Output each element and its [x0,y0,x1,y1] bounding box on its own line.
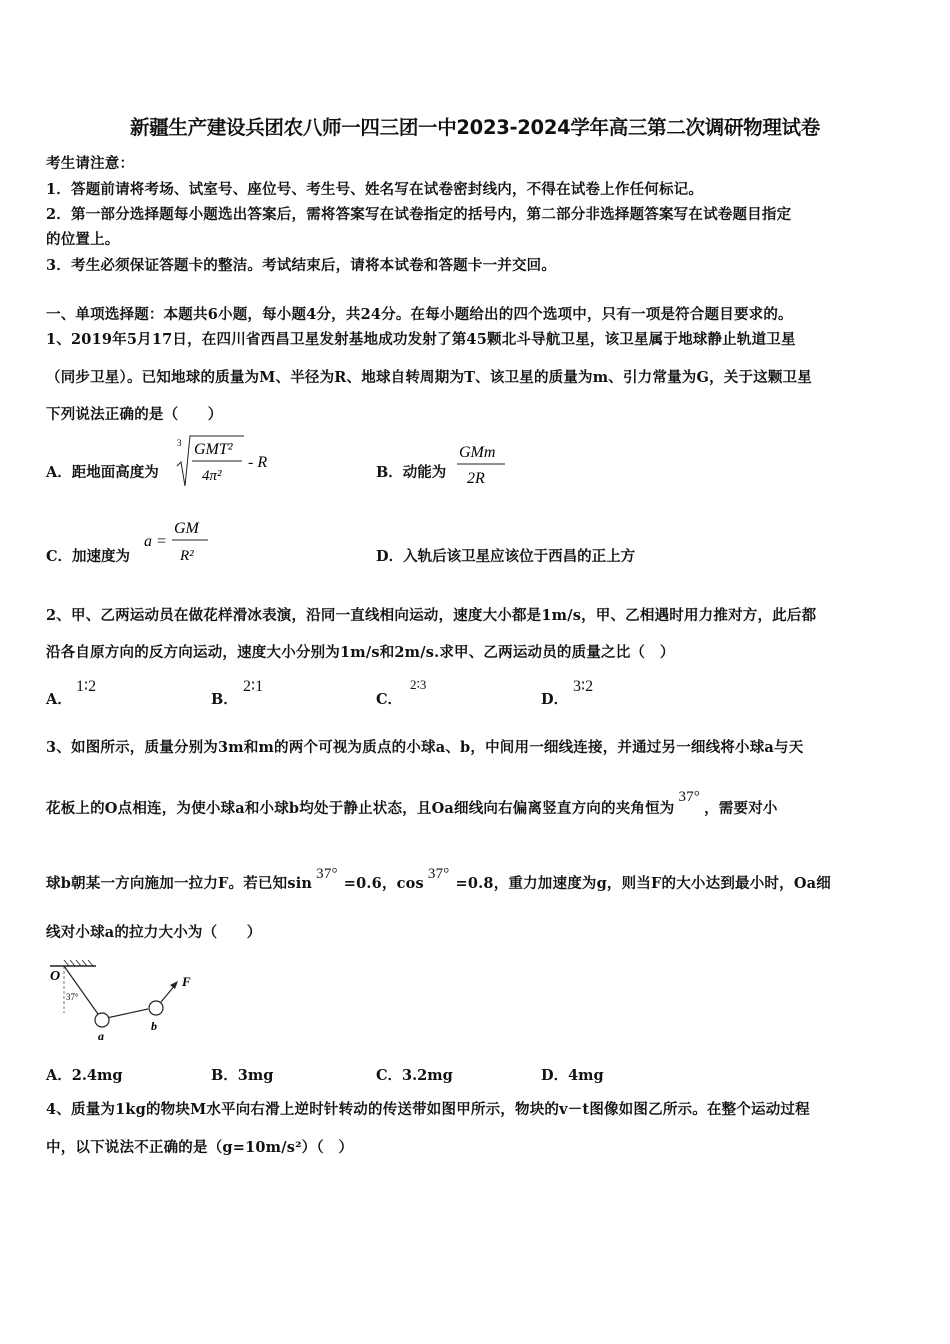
q2-option-a[interactable] [46,688,72,709]
q3-stem-line: 3、如图所示，质量分别为3m和m的两个可视为质点的小球a、b，中间用一细线连接，并通过另一细线将小球a与天 [46,739,804,756]
q1-option-a[interactable] [46,461,159,482]
q1-option-c-formula [142,516,222,568]
option-label: C． [376,1067,403,1084]
point-o-label: O [50,969,61,984]
q2-option-a-value: 1∶2 [76,678,97,695]
section-heading: 一、单项选择题：本题共6小题，每小题4分，共24分。在每小题给出的四个选项中，只有一项是符合题目要求的。 [46,306,793,323]
q1-stem-line: 下列说法正确的是（ ） [46,406,223,423]
formula-tail: - R [248,454,268,471]
ball-b-label: b [151,1019,157,1033]
q2-option-c-value: 2∶3 [410,677,427,692]
option-label: D． [541,691,569,708]
notice-item: 3．考生必须保证答题卡的整洁。考试结束后，请将本试卷和答题卡一并交回。 [46,257,557,274]
q1-stem-line: （同步卫星）。已知地球的质量为M、半径为R、地球自转周期为T、该卫星的质量为m、引力常量为G，关于这颗卫星 [46,369,812,386]
angle-label: 37° [66,992,79,1002]
q4-stem-line: 4、质量为1kg的物块M水平向右滑上逆时针转动的传送带如图甲所示，物块的v－t图像如图乙所示。在整个运动过程 [46,1101,810,1118]
angle-value: 37° [427,866,450,882]
fraction-numerator: GM [174,520,199,537]
notice-item: 的位置上。 [46,231,120,248]
ball-b [149,1001,163,1015]
root-index: 3 [177,438,182,448]
q3-option-d[interactable] [541,1064,604,1085]
page-title: 新疆生产建设兵团农八师一四三团一中2023-2024学年高三第二次调研物理试卷 [130,116,820,139]
q2-option-c[interactable] [376,688,402,709]
option-label: C． [376,691,403,708]
q3-option-b[interactable] [211,1064,273,1085]
q1-stem-line: 1、2019年5月17日，在四川省西昌卫星发射基地成功发射了第45颗北斗导航卫星，该卫星属于地球静止轨道卫星 [46,331,796,348]
option-value: 2.4mg [71,1067,123,1084]
q1-option-b[interactable] [376,461,446,482]
option-label: B． [211,1067,238,1084]
q1-option-d[interactable] [376,545,635,566]
option-label: D．入轨后该卫星应该位于西昌的正上方 [376,548,636,565]
q2-option-b[interactable] [211,688,238,709]
notice-heading: 考生请注意： [46,155,135,172]
q2-option-d[interactable] [541,688,568,709]
option-label: A． [46,1067,72,1084]
option-label: C．加速度为 [46,548,131,565]
force-arrow-head [170,981,178,989]
ball-a [95,1013,109,1027]
q1-option-b-formula [455,440,511,490]
fraction-numerator: GMT² [194,441,233,458]
notice-item: 1．答题前请将考场、试室号、座位号、考生号、姓名写在试卷密封线内，不得在试卷上作任何标记。 [46,181,704,198]
q2-option-d-value: 3∶2 [573,678,594,695]
option-value: 3mg [237,1067,274,1084]
notice-item: 2．第一部分选择题每小题选出答案后，需将答案写在试卷指定的括号内，第二部分非选择题答案写在试卷题目指定 [46,206,792,223]
q2-option-b-value: 2∶1 [243,678,264,695]
option-value: 4mg [568,1067,604,1084]
formula-lhs: a = [144,533,167,550]
option-label: D． [541,1067,569,1084]
q3-text: =0.8，重力加速度为g，则当F的大小达到最小时，Oa细 [455,875,831,892]
ceiling-hatch [64,960,93,966]
option-label: A．距地面高度为 [46,464,159,481]
q3-stem-line: 线对小球a的拉力大小为（ ） [46,924,262,941]
fraction-denominator: 2R [467,470,485,487]
q4-stem-line: 中，以下说法不正确的是（g=10m/s²）（ ） [46,1139,354,1156]
string-oa [64,966,98,1014]
q2-stem-line: 2、甲、乙两运动员在做花样滑冰表演，沿同一直线相向运动，速度大小都是1m/s，甲、乙相遇时用力推对方，此后都 [46,607,817,624]
force-label: F [182,974,191,989]
q3-figure [44,958,204,1044]
option-label: B．动能为 [376,464,447,481]
q3-option-c[interactable] [376,1064,453,1085]
q3-text: =0.6，cos [343,875,424,892]
ball-a-label: a [98,1029,104,1043]
option-label: A． [46,691,72,708]
option-label: B． [211,691,238,708]
q1-option-c[interactable] [46,545,130,566]
q3-text: 花板上的O点相连，为使小球a和小球b均处于静止状态，且Oa细线向右偏离竖直方向的夹角恒为 [46,800,675,817]
angle-value: 37° [316,866,338,882]
q3-text: ，需要对小 [704,800,778,817]
option-value: 3.2mg [402,1067,453,1084]
angle-value: 37° [678,789,701,805]
q2-stem-line: 沿各自原方向的反方向运动，速度大小分别为1m/s和2m/s.求甲、乙两运动员的质量之比（ ） [46,644,675,661]
fraction-numerator: GMm [459,444,496,461]
fraction-denominator: R² [180,548,194,564]
q3-text: 球b朝某一方向施加一拉力F。若已知sin [46,875,313,892]
q3-stem-line [46,789,778,818]
q1-option-a-formula [174,432,284,490]
fraction-denominator: 4π² [202,468,222,484]
q3-stem-line [46,866,831,893]
q3-option-a[interactable] [46,1064,122,1085]
